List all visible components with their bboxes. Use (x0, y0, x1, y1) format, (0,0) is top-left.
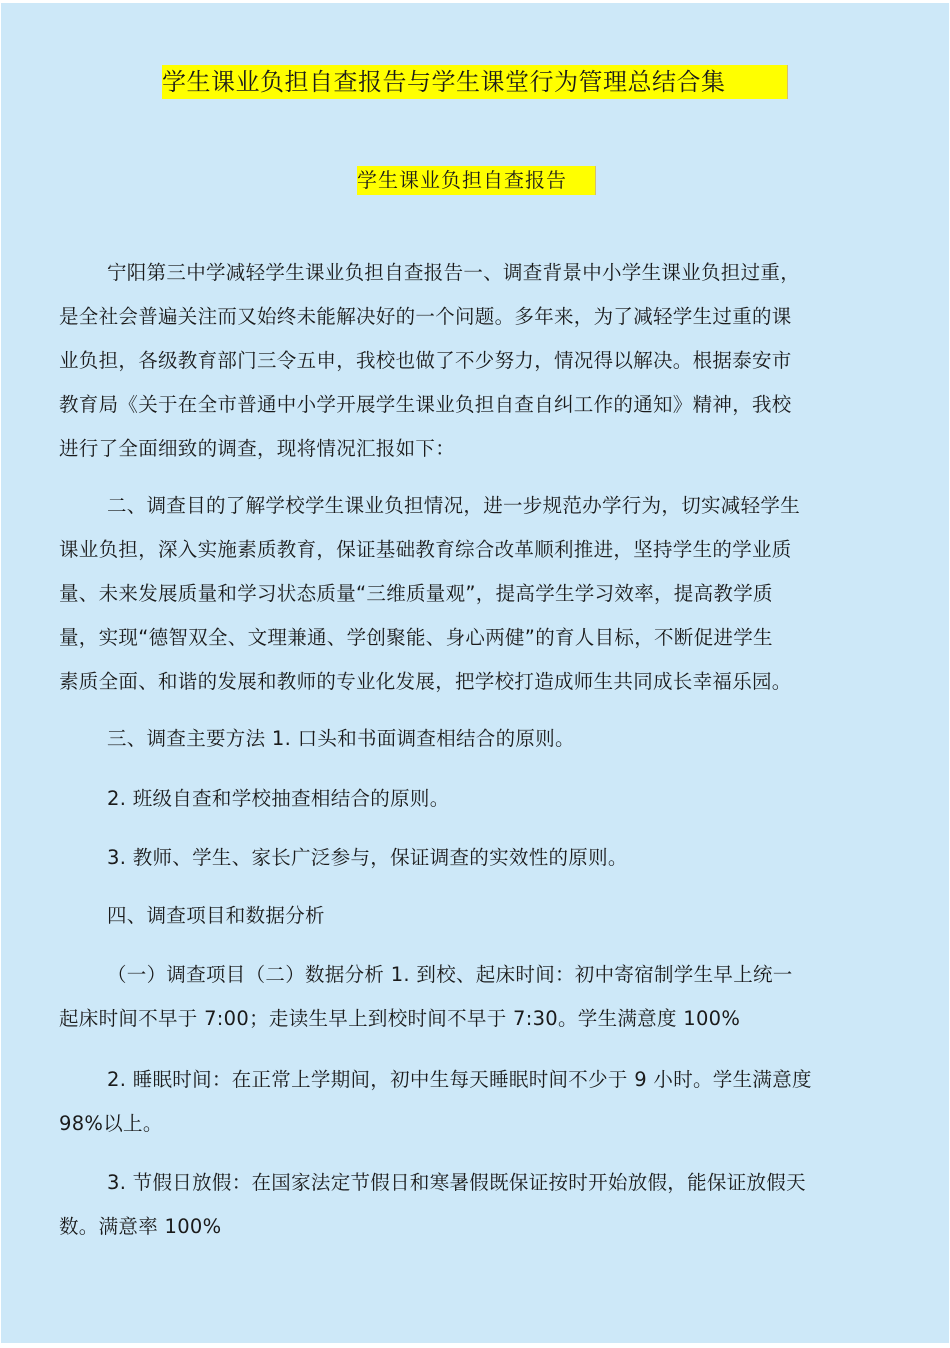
text-line: 2. 班级自查和学校抽查相结合的原则。 (107, 787, 450, 810)
text-line: 教育局《关于在全市普通中小学开展学生课业负担自查自纠工作的通知》精神，我校 (59, 393, 792, 416)
section-title: 学生课业负担自查报告 (357, 166, 596, 195)
paragraph-method-3 (59, 836, 849, 880)
text-line: 3. 教师、学生、家长广泛参与，保证调查的实效性的原则。 (107, 846, 628, 869)
paragraph-methods (59, 717, 849, 761)
text-line: 2. 睡眠时间：在正常上学期间，初中生每天睡眠时间不少于 9 小时。学生满意度 (107, 1068, 812, 1091)
text-line: 量，实现“德智双全、文理兼通、学创聚能、身心两健”的育人目标，不断促进学生 (59, 626, 773, 649)
paragraph-item-2 (59, 1058, 849, 1146)
document-page (1, 3, 949, 1343)
paragraph-method-2 (59, 777, 849, 821)
text-line: 宁阳第三中学减轻学生课业负担自查报告一、调查背景中小学生课业负担过重， (107, 261, 801, 284)
paragraph-background (59, 251, 849, 471)
text-line: 起床时间不早于 7:00；走读生早上到校时间不早于 7:30。学生满意度 100% (59, 1007, 741, 1030)
paragraph-purpose (59, 484, 849, 704)
text-line: 进行了全面细致的调查，现将情况汇报如下： (59, 437, 456, 460)
text-line: 数。满意率 100% (59, 1215, 222, 1238)
text-line: 二、调查目的了解学校学生课业负担情况，进一步规范办学行为，切实减轻学生 (107, 494, 801, 517)
paragraph-analysis-heading (59, 894, 849, 938)
paragraph-item-3 (59, 1161, 849, 1249)
text-line: 三、调查主要方法 1. 口头和书面调查相结合的原则。 (107, 727, 575, 750)
text-line: 课业负担，深入实施素质教育，保证基础教育综合改革顺利推进，坚持学生的学业质 (59, 538, 792, 561)
text-line: 业负担，各级教育部门三令五申，我校也做了不少努力，情况得以解决。根据泰安市 (59, 349, 792, 372)
text-line: 素质全面、和谐的发展和教师的专业化发展，把学校打造成师生共同成长幸福乐园。 (59, 670, 792, 693)
text-line: （一）调查项目（二）数据分析 1. 到校、起床时间：初中寄宿制学生早上统一 (107, 963, 793, 986)
text-line: 四、调查项目和数据分析 (107, 904, 325, 927)
text-line: 3. 节假日放假：在国家法定节假日和寒暑假既保证按时开始放假，能保证放假天 (107, 1171, 806, 1194)
document-title: 学生课业负担自查报告与学生课堂行为管理总结合集 (162, 65, 788, 99)
paragraph-item-1 (59, 953, 849, 1041)
text-line: 98%以上。 (59, 1112, 163, 1135)
text-line: 是全社会普遍关注而又始终未能解决好的一个问题。多年来，为了减轻学生过重的课 (59, 305, 792, 328)
text-line: 量、未来发展质量和学习状态质量“三维质量观”，提高学生学习效率，提高教学质 (59, 582, 773, 605)
